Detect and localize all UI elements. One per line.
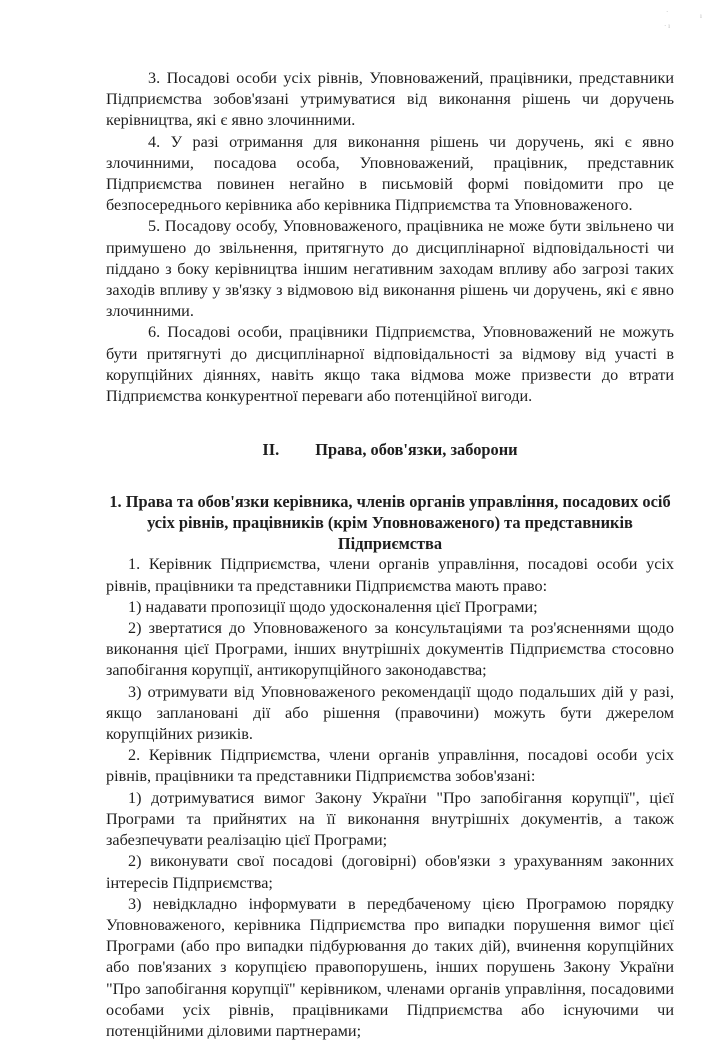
- subsection-heading: 1. Права та обов'язки керівника, членів органів управління, посадових осіб усіх рівнів, працівників (крім Уповноваженого) та представників Підприємства: [109, 492, 671, 554]
- body-item-1-2: 2) звертатися до Уповноваженого за консультаціями та роз'ясненнями щодо виконання цієї Програми, інших внутрішніх документів Підприємства стосовно запобігання корупції, антикорупційного законодавства;: [106, 619, 674, 680]
- section-title: Права, обов'язки, заборони: [315, 440, 518, 460]
- body-item-2-3: 3) невідкладно інформувати в передбаченому цією Програмою порядку Уповноваженого, керівника Підприємства про випадки порушення вимог цієї Програми (або про випадки підбурювання до таких дій), вчинення корупційних або пов'язаних з корупцією правопорушень, інших порушень Закону України "Про запобігання корупції" керівником, членами органів управління, посадовими особами усіх рівнів, працівниками Підприємства або існуючими чи потенційними діловими партнерами;: [106, 894, 674, 1040]
- body-paragraph-2: 2. Керівник Підприємства, члени органів управління, посадові особи усіх рівнів, працівники та представники Підприємства зобов'язані:: [106, 746, 674, 786]
- scan-artifact-marks: · ı · ı: [664, 8, 702, 30]
- paragraph-6: 6. Посадові особи, працівники Підприємства, Уповноважений не можуть бути притягнуті до дисциплінарної відповідальності за відмову від участі в корупційних діяннях, навіть якщо така відмова може призвести до втрати Підприємства конкурентної переваги або потенційної вигоди.: [106, 323, 674, 406]
- body-item-2-2: 2) виконувати свої посадові (договірні) обов'язки з урахуванням законних інтересів Підприємства;: [106, 852, 674, 892]
- document-page: [106, 68, 674, 1042]
- body-paragraph-1: 1. Керівник Підприємства, члени органів управління, посадові особи усіх рівнів, працівники та представники Підприємства мають право:: [106, 555, 674, 595]
- section-heading: [106, 439, 674, 460]
- body-item-1-3: 3) отримувати від Уповноваженого рекомендації щодо подальших дій у разі, якщо заплановані дії або рішення (правочини) можуть бути джерелом корупційних ризиків.: [106, 682, 674, 744]
- body-item-2-1: 1) дотримуватися вимог Закону України "Про запобігання корупції", цієї Програми та прийнятих на її виконання внутрішніх документів, а також забезпечувати реалізацію цієї Програми;: [106, 788, 674, 850]
- paragraph-5: 5. Посадову особу, Уповноваженого, працівника не може бути звільнено чи примушено до звільнення, притягнуто до дисциплінарної відповідальності чи піддано з боку керівництва іншим негативним заходам впливу або загрозі таких заходів впливу у зв'язку з відмовою від виконання рішень чи доручень, які є явно злочинними.: [106, 217, 674, 321]
- paragraph-4: 4. У разі отримання для виконання рішень чи доручень, які є явно злочинними, посадова особа, Уповноважений, працівник, представник Підприємства повинен негайно в письмовій формі повідомити про це безпосереднього керівника або керівника Підприємства та Уповноваженого.: [106, 132, 674, 215]
- section-number: II.: [262, 440, 280, 460]
- body-item-1-1: 1) надавати пропозиції щодо удосконалення цієї Програми;: [128, 597, 538, 616]
- paragraph-3: 3. Посадові особи усіх рівнів, Уповноважений, працівники, представники Підприємства зобов'язані утримуватися від виконання рішень чи доручень керівництва, які є явно злочинними.: [106, 69, 674, 130]
